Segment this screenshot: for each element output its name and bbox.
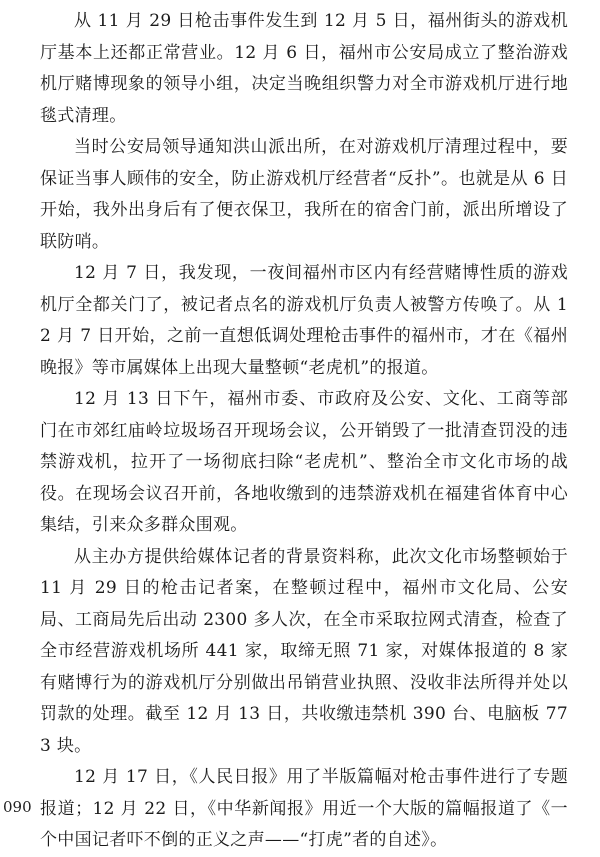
- paragraph-1: 从 11 月 29 日枪击事件发生到 12 月 5 日，福州街头的游戏机厅基本上还都正常营业。12 月 6 日，福州市公安局成立了整治游戏机厅赌博现象的领导小组，决定当晚组织警力对全市游戏机厅进行地毯式清理。: [40, 11, 568, 126]
- paragraph-4: 12 月 13 日下午，福州市委、市政府及公安、文化、工商等部门在市郊红庙岭垃圾场召开现场会议，公开销毁了一批清查罚没的违禁游戏机，拉开了一场彻底扫除“老虎机”、整治全市文化市场的战役。在现场会议召开前，各地收缴到的违禁游戏机在福建省体育中心集结，引来众多群众围观。: [40, 389, 568, 535]
- paragraph-5: 从主办方提供给媒体记者的背景资料称，此次文化市场整顿始于 11 月 29 日的枪击记者案，在整顿过程中，福州市文化局、公安局、工商局先后出动 2300 多人次，在全市采取拉网式清查，检查了全市经营游戏机场所 441 家，取缔无照 71 家，对媒体报道的 8 家有赌博行为的游戏机厅分别做出吊销营业执照、没收非法所得并处以罚款的处理。截至 12 月 13 日，共收缴违禁机 390 台、电脑板 773 块。: [40, 546, 568, 756]
- page-number: 090: [3, 798, 32, 816]
- paragraph-6: 12 月 17 日，《人民日报》用了半版篇幅对枪击事件进行了专题报道；12 月 22 日，《中华新闻报》用近一个大版的篇幅报道了《一个中国记者吓不倒的正义之声——“打虎”者的自述》。: [40, 767, 568, 850]
- paragraph-3: 12 月 7 日，我发现，一夜间福州市区内有经营赌博性质的游戏机厅全都关门了，被记者点名的游戏机厅负责人被警方传唤了。从 12 月 7 日开始，之前一直想低调处理枪击事件的福州市，才在《福州晚报》等市属媒体上出现大量整顿“老虎机”的报道。: [40, 263, 568, 378]
- paragraph-2: 当时公安局领导通知洪山派出所，在对游戏机厅清理过程中，要保证当事人顾伟的安全，防止游戏机厅经营者“反扑”。也就是从 6 日开始，我外出身后有了便衣保卫，我所在的宿舍门前，派出所增设了联防哨。: [40, 137, 568, 252]
- page-body: [40, 6, 568, 857]
